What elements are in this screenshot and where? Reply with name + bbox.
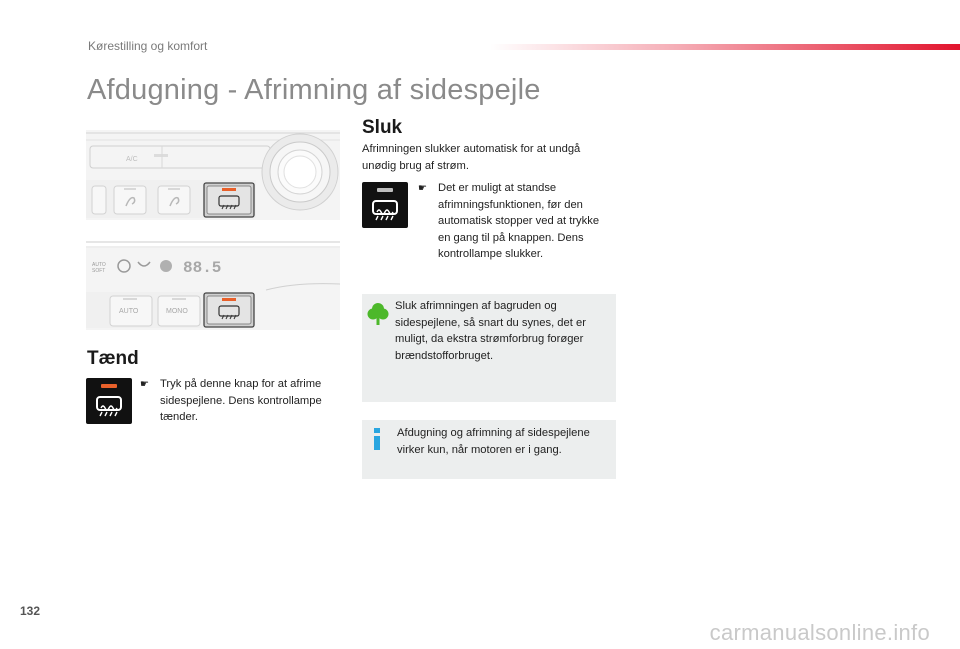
- eco-tree-icon: [367, 302, 389, 326]
- page-title: Afdugning - Afrimning af sidespejle: [87, 74, 541, 106]
- auto-label: AUTO: [119, 308, 139, 315]
- eco-note-line-1: Sluk afrimningen af bagruden og: [395, 300, 557, 312]
- info-icon: [371, 428, 383, 450]
- pointer-icon: ☛: [140, 379, 149, 390]
- taend-instruction: [140, 376, 345, 426]
- auto-soft-label-1: AUTO: [92, 262, 106, 268]
- info-note-line-2: virker kun, når motoren er i gang.: [397, 443, 562, 456]
- mono-label: MONO: [166, 308, 188, 315]
- control-panel-illustration: [86, 130, 340, 330]
- sluk-line-2: afrimningsfunktionen, før den: [438, 198, 583, 211]
- taend-line-1: Tryk på denne knap for at afrime: [160, 378, 322, 390]
- auto-soft-label-2: SOFT: [92, 268, 106, 274]
- sluk-intro-line-1: Afrimningen slukker automatisk for at undgå: [362, 143, 581, 155]
- sluk-intro: [362, 141, 622, 174]
- eco-note-line-2: sidespejlene, så snart du synes, det er: [395, 316, 586, 329]
- eco-note-line-4: brændstofforbruget.: [395, 349, 494, 362]
- sluk-line-1: Det er muligt at standse: [438, 182, 557, 194]
- watermark: carmanualsonline.info: [709, 620, 930, 645]
- ac-label: A/C: [126, 156, 138, 163]
- sluk-line-3: automatisk stopper ved at trykke: [438, 215, 600, 227]
- sluk-line-4: en gang til på knappen. Dens: [438, 231, 584, 244]
- taend-line-3: tænder.: [160, 411, 198, 423]
- mirror-defrost-button-off-icon: [362, 182, 408, 228]
- info-note-line-1: Afdugning og afrimning af sidespejlene: [397, 427, 590, 439]
- sluk-instruction: [418, 180, 628, 263]
- header-accent-bar: [490, 44, 960, 50]
- sluk-line-5: kontrollampe slukker.: [438, 248, 544, 260]
- page-number: 132: [20, 604, 41, 618]
- taend-line-2: sidespejlene. Dens kontrollampe: [160, 394, 322, 407]
- mirror-defrost-button-on-icon: [86, 378, 132, 424]
- info-note-box: [362, 420, 616, 479]
- eco-note-line-3: muligt, da ekstra strømforbrug forøger: [395, 333, 584, 345]
- sluk-heading: Sluk: [362, 117, 403, 138]
- temperature-display: 88.5: [183, 259, 222, 277]
- eco-note-box: [362, 294, 616, 402]
- section-label: Kørestilling og komfort: [88, 39, 208, 53]
- pointer-icon: ☛: [418, 183, 427, 194]
- taend-heading: Tænd: [87, 348, 139, 369]
- sluk-intro-line-2: unødig brug af strøm.: [362, 159, 469, 172]
